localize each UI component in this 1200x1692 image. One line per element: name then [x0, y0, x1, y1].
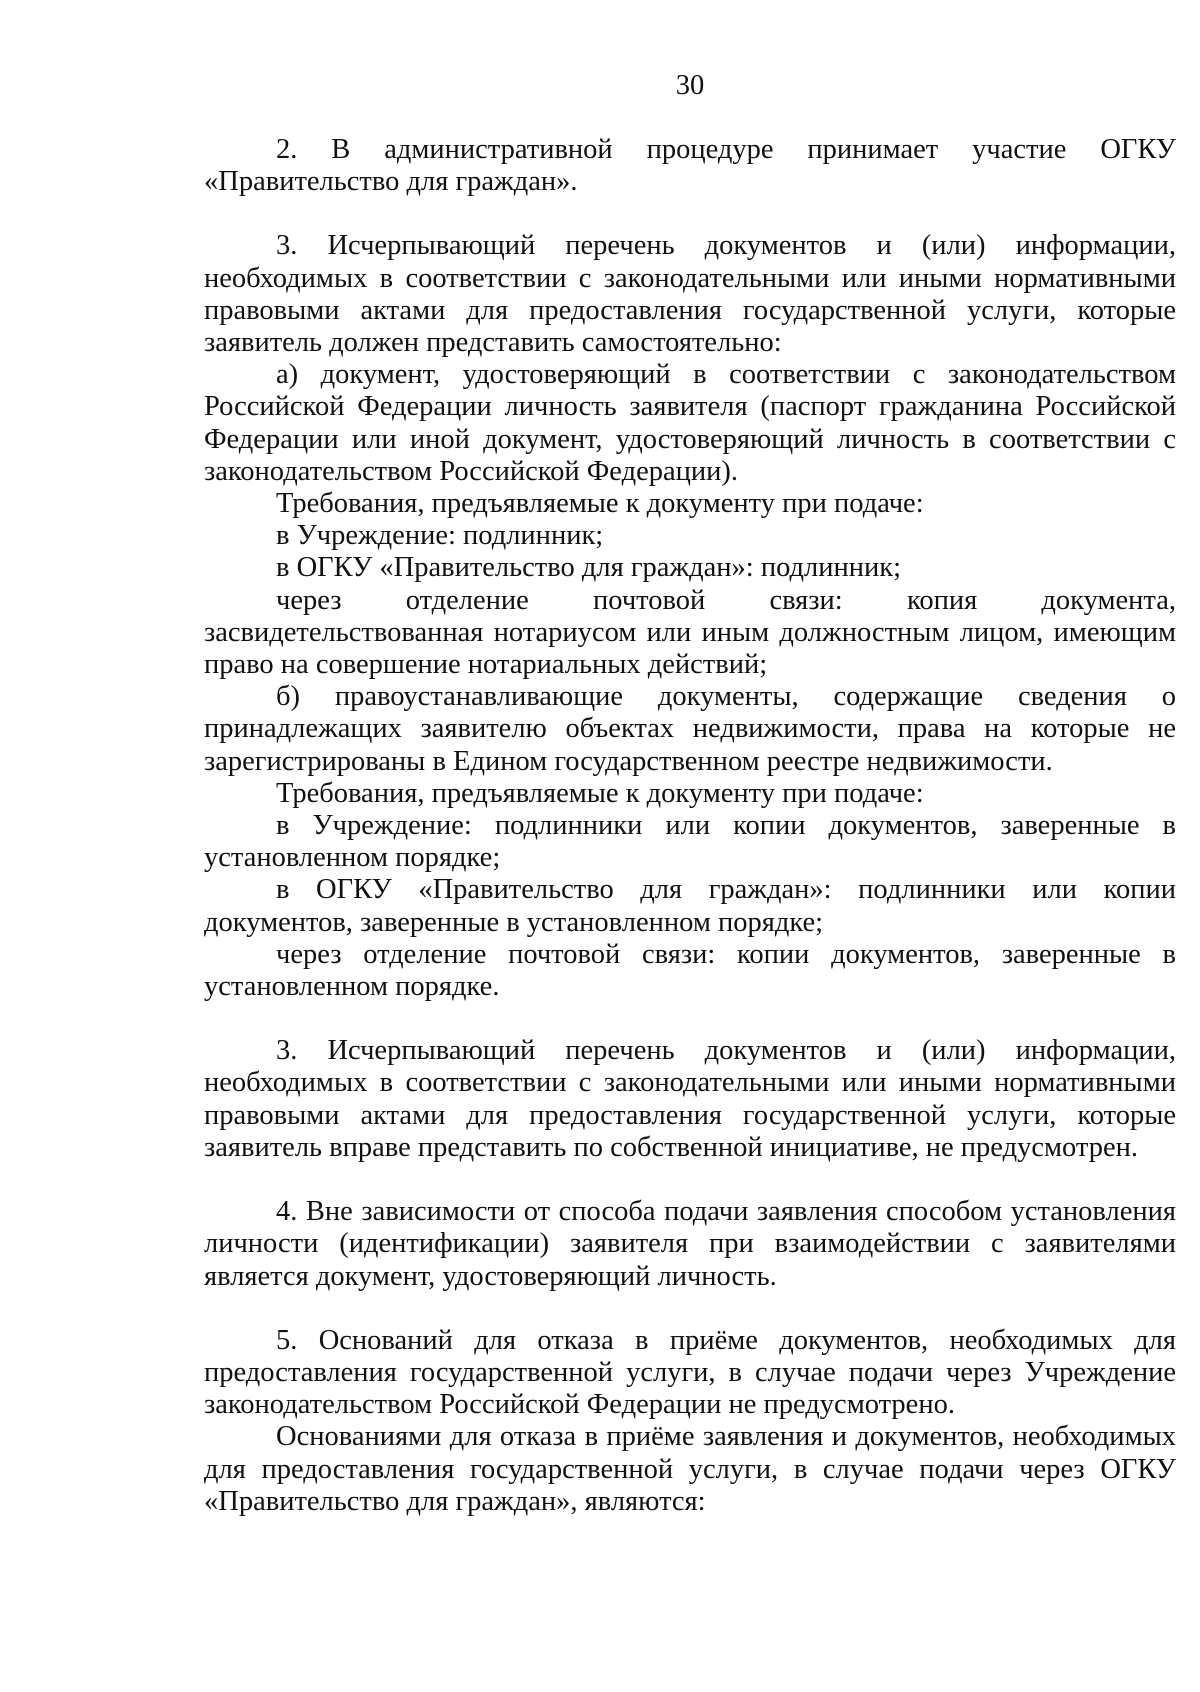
paragraph-2-participation: 2. В административной процедуре принимает участие ОГКУ «Правительство для граждан». — [204, 134, 1176, 198]
paragraph-requirements-heading: Требования, предъявляемые к документу при подаче: — [276, 488, 924, 520]
paragraph-requirement-institution: в Учреждение: подлинник; — [276, 520, 604, 552]
paragraph-requirement-ogku: в ОГКУ «Правительство для граждан»: подлинник; — [276, 552, 901, 584]
document-body — [204, 134, 1176, 1518]
paragraph-5-refusal-grounds: 5. Оснований для отказа в приёме документов, необходимых для предоставления государственной услуги, в случае подачи через Учреждение законодательством Российской Федерации не предусмотрено. — [204, 1324, 1176, 1421]
paragraph-refusal-grounds-ogku: Основаниями для отказа в приёме заявления и документов, необходимых для предоставления государственной услуги, в случае подачи через ОГКУ «Правительство для граждан», являются: — [204, 1421, 1176, 1517]
paragraph-4-identification: 4. Вне зависимости от способа подачи заявления способом установления личности (идентификации) заявителя при взаимодействии с заявителями является документ, удостоверяющий личность. — [204, 1196, 1176, 1292]
paragraph-item-a-identity-document: а) документ, удостоверяющий в соответствии с законодательством Российской Федерации личность заявителя (паспорт гражданина Российской Федерации или иной документ, удостоверяющий личность в соответствии с законодательством Российской Федерации). — [204, 359, 1176, 487]
paragraph-3-required-documents: 3. Исчерпывающий перечень документов и (или) информации, необходимых в соответствии с законодательными или иными нормативными правовыми актами для предоставления государственной услуги, которые заявитель должен представить самостоятельно: — [204, 230, 1176, 359]
paragraph-requirement-institution-2: в Учреждение: подлинники или копии документов, заверенные в установленном порядке; — [204, 810, 1176, 874]
paragraph-requirements-heading-2: Требования, предъявляемые к документу при подаче: — [276, 777, 924, 809]
paragraph-item-b-title-documents: б) правоустанавливающие документы, содержащие сведения о принадлежащих заявителю объектах недвижимости, права на которые не зарегистрированы в Едином государственном реестре недвижимости. — [204, 681, 1176, 777]
paragraph-3-optional-documents: 3. Исчерпывающий перечень документов и (или) информации, необходимых в соответствии с законодательными или иными нормативными правовыми актами для предоставления государственной услуги, которые заявитель вправе представить по собственной инициативе, не предусмотрен. — [204, 1035, 1176, 1163]
paragraph-requirement-postal-2: через отделение почтовой связи: копии документов, заверенные в установленном порядке. — [204, 938, 1176, 1003]
paragraph-requirement-ogku-2: в ОГКУ «Правительство для граждан»: подлинники или копии документов, заверенные в установленном порядке; — [204, 874, 1176, 938]
page-number: 30 — [675, 70, 705, 101]
paragraph-requirement-postal: через отделение почтовой связи: копия документа, засвидетельствованная нотариусом или иным должностным лицом, имеющим право на совершение нотариальных действий; — [204, 584, 1176, 681]
